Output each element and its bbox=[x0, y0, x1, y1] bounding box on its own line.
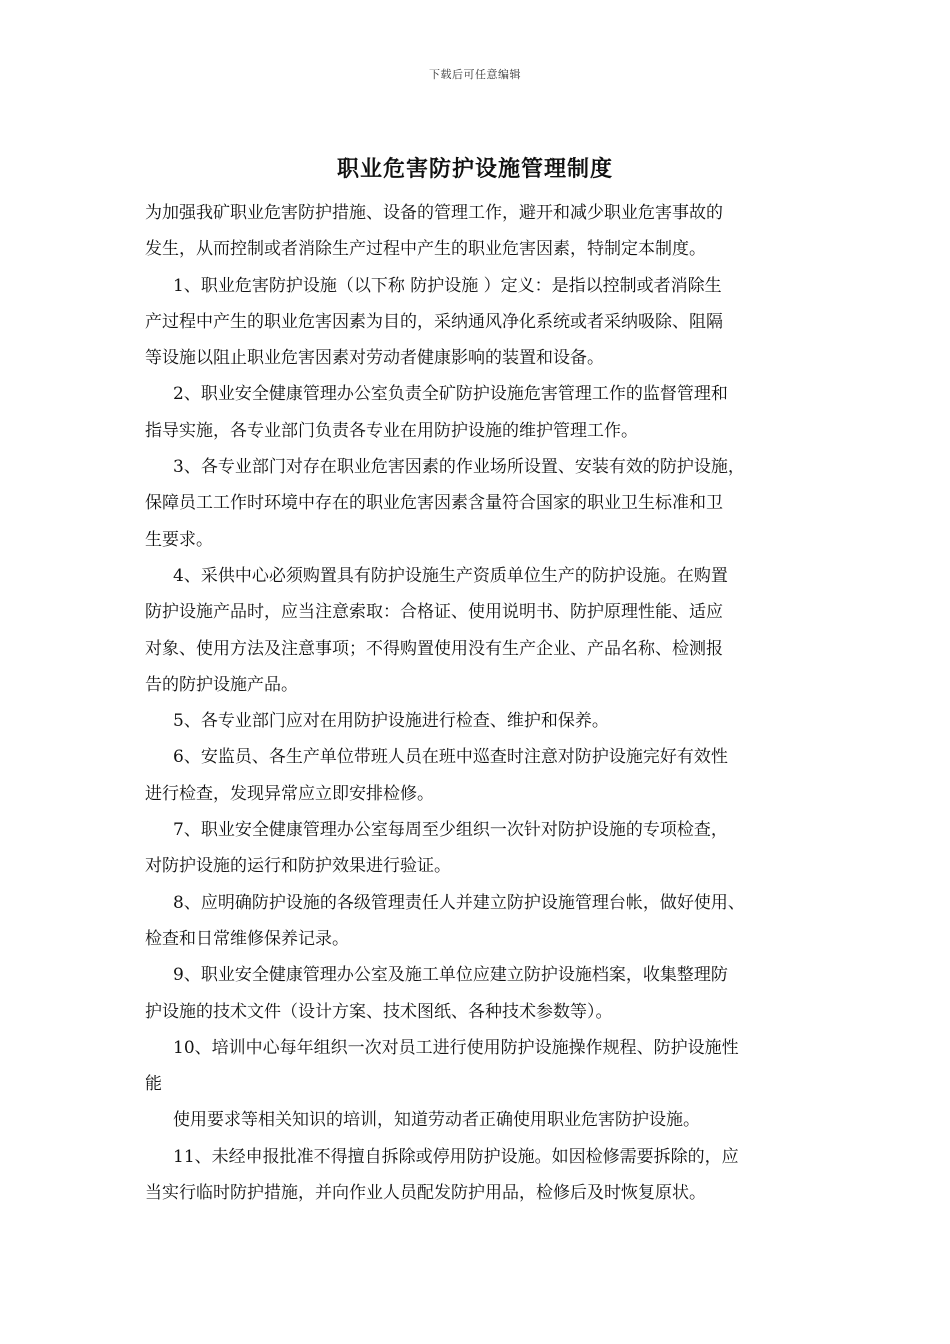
body-line: 3、各专业部门对存在职业危害因素的作业场所设置、安装有效的防护设施， bbox=[173, 457, 745, 478]
body-line: 生要求。 bbox=[145, 529, 213, 550]
body-line: 5、各专业部门应对在用防护设施进行检查、维护和保养。 bbox=[173, 711, 609, 732]
body-line: 6、安监员、各生产单位带班人员在班中巡查时注意对防护设施完好有效性 bbox=[173, 747, 728, 768]
body-line: 2、职业安全健康管理办公室负责全矿防护设施危害管理工作的监督管理和 bbox=[173, 384, 728, 405]
body-line: 对防护设施的运行和防护效果进行验证。 bbox=[145, 856, 451, 877]
body-line: 10、培训中心每年组织一次对员工进行使用防护设施操作规程、防护设施性 bbox=[173, 1037, 739, 1058]
body-line: 进行检查，发现异常应立即安排检修。 bbox=[145, 783, 434, 804]
body-line: 11、未经申报批准不得擅自拆除或停用防护设施。如因检修需要拆除的，应 bbox=[173, 1146, 739, 1167]
document-body bbox=[145, 195, 825, 1211]
body-line: 当实行临时防护措施，并向作业人员配发防护用品，检修后及时恢复原状。 bbox=[145, 1183, 706, 1204]
body-line: 为加强我矿职业危害防护措施、设备的管理工作，避开和减少职业危害事故的 bbox=[145, 203, 723, 223]
body-line: 4、采供中心必须购置具有防护设施生产资质单位生产的防护设施。在购置 bbox=[173, 565, 728, 586]
body-line: 1、职业危害防护设施（以下称 防护设施 ）定义：是指以控制或者消除生 bbox=[173, 275, 722, 296]
body-line: 7、职业安全健康管理办公室每周至少组织一次针对防护设施的专项检查， bbox=[173, 820, 728, 841]
body-line: 护设施的技术文件（设计方案、技术图纸、各种技术参数等）。 bbox=[145, 1001, 613, 1022]
body-line: 产过程中产生的职业危害因素为目的，采纳通风净化系统或者采纳吸除、阻隔 bbox=[145, 311, 723, 332]
body-line: 能 bbox=[145, 1074, 162, 1095]
body-line: 检查和日常维修保养记录。 bbox=[145, 928, 349, 949]
body-line: 发生，从而控制或者消除生产过程中产生的职业危害因素，特制定本制度。 bbox=[145, 239, 706, 260]
body-line: 告的防护设施产品。 bbox=[145, 674, 298, 695]
body-line: 8、应明确防护设施的各级管理责任人并建立防护设施管理台帐，做好使用、 bbox=[173, 892, 745, 913]
body-line: 使用要求等相关知识的培训，知道劳动者正确使用职业危害防护设施。 bbox=[173, 1110, 700, 1131]
body-line: 9、职业安全健康管理办公室及施工单位应建立防护设施档案，收集整理防 bbox=[173, 965, 728, 986]
body-line: 对象、使用方法及注意事项；不得购置使用没有生产企业、产品名称、检测报 bbox=[145, 638, 723, 659]
body-line: 等设施以阻止职业危害因素对劳动者健康影响的装置和设备。 bbox=[145, 348, 604, 369]
body-line: 防护设施产品时，应当注意索取：合格证、使用说明书、防护原理性能、适应 bbox=[145, 602, 723, 623]
body-line: 保障员工工作时环境中存在的职业危害因素含量符合国家的职业卫生标准和卫 bbox=[145, 493, 723, 514]
body-line: 指导实施，各专业部门负责各专业在用防护设施的维护管理工作。 bbox=[145, 420, 638, 441]
document-title: 职业危害防护设施管理制度 bbox=[336, 157, 613, 182]
header-note: 下载后可任意编辑 bbox=[429, 68, 521, 81]
